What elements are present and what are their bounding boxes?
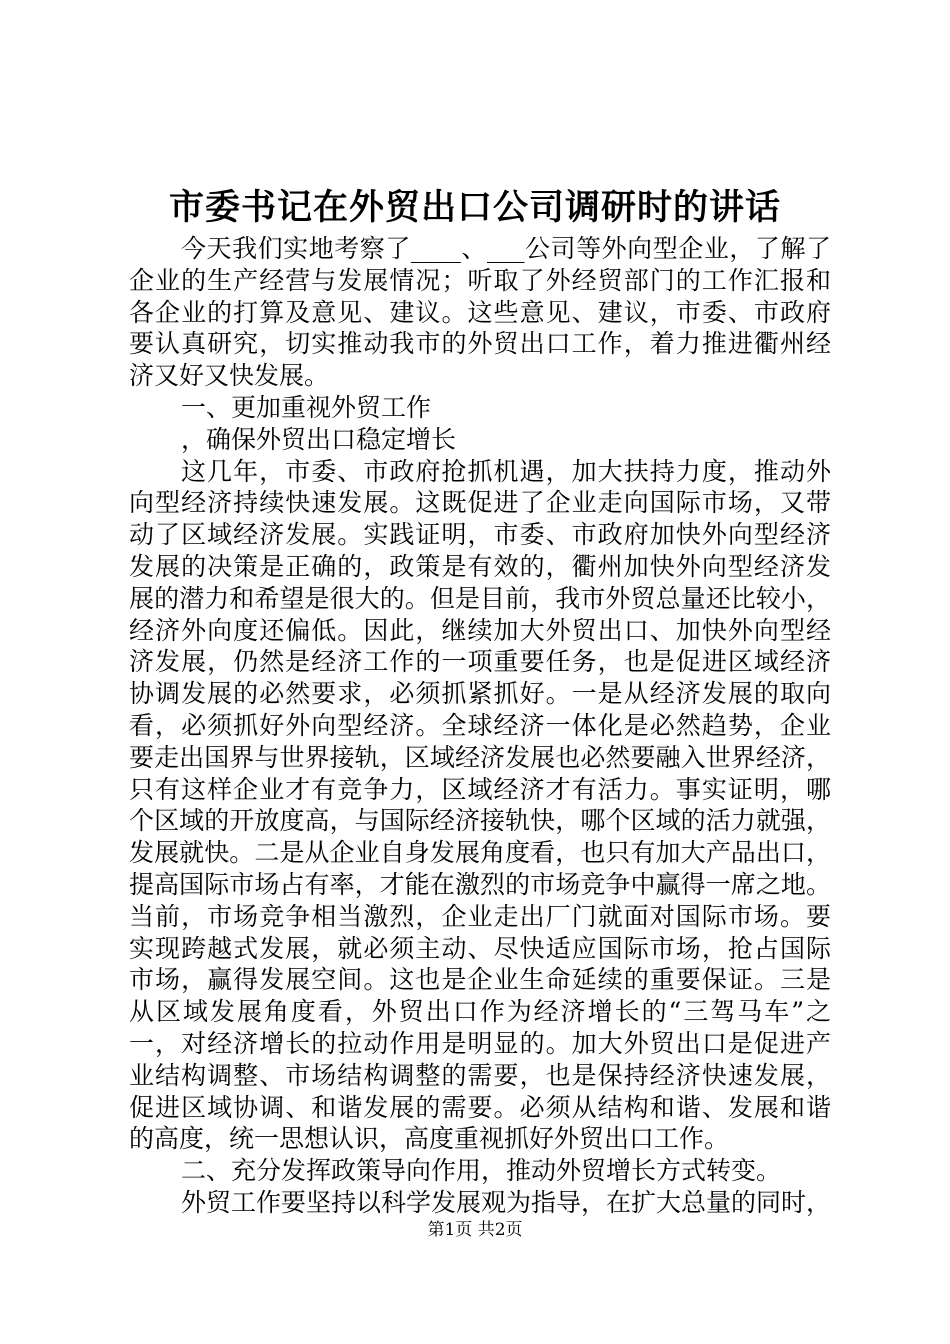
body-line: 要走出国界与世界接轨，区域经济发展也必然要融入世界经济， — [129, 742, 831, 772]
body-line: 展的潜力和希望是很大的。但是目前，我市外贸总量还比较小， — [129, 583, 831, 613]
body-line: 实现跨越式发展，就必须主动、尽快适应国际市场，抢占国际 — [129, 933, 831, 963]
body-line: 从区域发展角度看，外贸出口作为经济增长的“三驾马车”之 — [129, 997, 831, 1027]
section-heading-1-continued: ，确保外贸出口稳定增长 — [181, 424, 457, 454]
body-line: 只有这样企业才有竞争力，区域经济才有活力。事实证明，哪 — [129, 774, 831, 804]
section-heading-1: 一、更加重视外贸工作 — [181, 392, 432, 422]
body-line: 业结构调整、市场结构调整的需要，也是保持经济快速发展， — [129, 1060, 831, 1090]
body-line: 发展就快。二是从企业自身发展角度看，也只有加大产品出口， — [129, 838, 831, 868]
body-line: 动了区域经济发展。实践证明，市委、市政府加快外向型经济 — [129, 520, 831, 550]
body-line: 促进区域协调、和谐发展的需要。必须从结构和谐、发展和谐 — [129, 1092, 831, 1122]
document-body — [129, 233, 831, 1219]
body-line: 的高度，统一思想认识，高度重视抓好外贸出口工作。 — [129, 1124, 730, 1154]
body-line: 各企业的打算及意见、建议。这些意见、建议，市委、市政府 — [129, 297, 831, 327]
body-line: 当前，市场竞争相当激烈，企业走出厂门就面对国际市场。要 — [129, 901, 831, 931]
section-heading-2: 二、充分发挥政策导向作用，推动外贸增长方式转变。 — [181, 1156, 782, 1186]
body-line: 经济外向度还偏低。因此，继续加大外贸出口、加快外向型经 — [129, 615, 831, 645]
body-line: 看，必须抓好外向型经济。全球经济一体化是必然趋势，企业 — [129, 710, 831, 740]
body-line: 济发展，仍然是经济工作的一项重要任务，也是促进区域经济 — [129, 647, 831, 677]
body-line: 这几年，市委、市政府抢抓机遇，加大扶持力度，推动外 — [181, 456, 831, 486]
body-line: 企业的生产经营与发展情况；听取了外经贸部门的工作汇报和 — [129, 265, 831, 295]
body-line: 今天我们实地考察了____、___公司等外向型企业，了解了 — [181, 234, 831, 263]
body-line: 外贸工作要坚持以科学发展观为指导，在扩大总量的同时， — [181, 1187, 831, 1217]
body-line: 济又好又快发展。 — [129, 361, 330, 391]
body-line: 个区域的开放度高，与国际经济接轨快，哪个区域的活力就强， — [129, 806, 831, 836]
page-number-footer: 第1页 共2页 — [427, 1220, 523, 1240]
body-line: 一，对经济增长的拉动作用是明显的。加大外贸出口是促进产 — [129, 1028, 831, 1058]
body-line: 向型经济持续快速发展。这既促进了企业走向国际市场，又带 — [129, 488, 831, 518]
body-line: 协调发展的必然要求，必须抓紧抓好。一是从经济发展的取向 — [129, 679, 831, 709]
document-title: 市委书记在外贸出口公司调研时的讲话 — [168, 188, 781, 228]
body-line: 要认真研究，切实推动我市的外贸出口工作，着力推进衢州经 — [129, 329, 831, 359]
body-line: 市场，赢得发展空间。这也是企业生命延续的重要保证。三是 — [129, 965, 831, 995]
body-line: 发展的决策是正确的，政策是有效的，衢州加快外向型经济发 — [129, 551, 831, 581]
body-line: 提高国际市场占有率，才能在激烈的市场竞争中赢得一席之地。 — [129, 869, 831, 899]
